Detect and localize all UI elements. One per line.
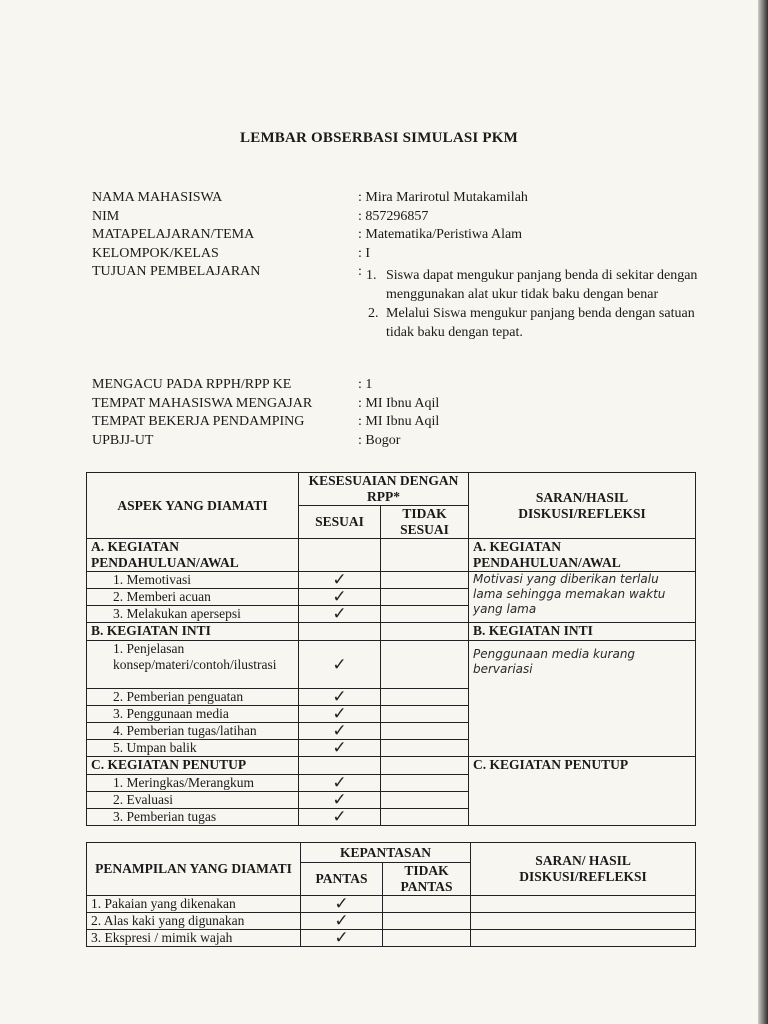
info-value: : Mira Marirotul Mutakamilah — [358, 190, 528, 205]
aspect-item: 2. Memberi acuan — [87, 589, 299, 606]
info-value: : MI Ibnu Aqil — [358, 414, 440, 429]
col-header-kesesuaian: KESESUAIAN DENGAN RPP* — [299, 473, 469, 506]
observation-table — [86, 472, 696, 826]
check-mark: ✓ — [299, 809, 381, 826]
handwritten-note-b: Penggunaan media kurang bervariasi — [469, 641, 696, 757]
check-mark: ✓ — [299, 589, 381, 606]
goal-item: 1. Siswa dapat mengukur panjang benda di sekitar dengan menggunakan alat ukur tidak baku dengan benar — [366, 268, 698, 302]
check-mark: ✓ — [299, 723, 381, 740]
info-value: : Matematika/Peristiwa Alam — [358, 227, 523, 242]
info-value: : Bogor — [358, 432, 401, 448]
col-header-sesuai: SESUAI — [299, 506, 381, 539]
saran-section-b: B. KEGIATAN INTI — [469, 623, 696, 641]
appearance-item: 1. Pakaian yang dikenakan — [87, 896, 301, 913]
check-mark: ✓ — [301, 896, 383, 913]
check-mark: ✓ — [299, 740, 381, 757]
info-label: MATAPELAJARAN/TEMA — [92, 227, 255, 242]
col-header-tidak-sesuai: TIDAK SESUAI — [381, 506, 469, 539]
section-c-title: C. KEGIATAN PENUTUP — [87, 757, 299, 775]
col-header-saran: SARAN/HASIL DISKUSI/REFLEKSI — [469, 473, 696, 539]
col-header-kepantasan: KEPANTASAN — [301, 843, 471, 863]
info-label: TUJUAN PEMBELAJARAN — [92, 264, 261, 279]
info-label: KELOMPOK/KELAS — [92, 245, 219, 261]
teaching-info — [92, 376, 692, 450]
col-header-tidak-pantas: TIDAK PANTAS — [383, 863, 471, 896]
info-label: MENGACU PADA RPPH/RPP KE — [92, 377, 292, 392]
aspect-item: 1. Meringkas/Merangkum — [87, 775, 299, 792]
appearance-table — [86, 842, 696, 947]
info-value: : I — [358, 245, 371, 261]
aspect-item: 3. Pemberian tugas — [87, 809, 299, 826]
check-mark: ✓ — [299, 792, 381, 809]
check-mark: ✓ — [299, 606, 381, 623]
col-header-aspek: ASPEK YANG DIAMATI — [87, 473, 299, 539]
col-header-penampilan: PENAMPILAN YANG DIAMATI — [87, 843, 301, 896]
aspect-item: 4. Pemberian tugas/latihan — [87, 723, 299, 740]
info-value: : 1 — [358, 377, 373, 392]
appearance-item: 2. Alas kaki yang digunakan — [87, 913, 301, 930]
goal-item: 2. Melalui Siswa mengukur panjang benda dengan satuan tidak baku dengan tepat. — [368, 306, 695, 340]
info-label: TEMPAT MAHASISWA MENGAJAR — [92, 395, 313, 411]
check-mark: ✓ — [299, 689, 381, 706]
handwritten-note-a: Motivasi yang diberikan terlalu lama sehingga memakan waktu yang lama — [469, 572, 696, 623]
aspect-item: 2. Evaluasi — [87, 792, 299, 809]
info-value: : — [358, 264, 362, 279]
saran-section-c: C. KEGIATAN PENUTUP — [469, 757, 696, 826]
col-header-pantas: PANTAS — [301, 863, 383, 896]
aspect-item: 3. Penggunaan media — [87, 706, 299, 723]
info-label: NIM — [92, 208, 120, 224]
section-a-title: A. KEGIATAN PENDAHULUAN/AWAL — [87, 539, 299, 572]
info-label: NAMA MAHASISWA — [92, 190, 223, 205]
page-edge — [758, 0, 768, 1024]
saran-section-a: A. KEGIATAN PENDAHULUAN/AWAL — [469, 539, 696, 572]
aspect-item: 3. Melakukan apersepsi — [87, 606, 299, 623]
aspect-item: 1. Memotivasi — [87, 572, 299, 589]
appearance-item: 3. Ekspresi / mimik wajah — [87, 930, 301, 947]
aspect-item: 2. Pemberian penguatan — [87, 689, 299, 706]
check-mark: ✓ — [301, 930, 383, 947]
info-label: UPBJJ-UT — [92, 432, 154, 448]
aspect-item: 1. Penjelasan konsep/materi/contoh/ilustrasi — [87, 641, 299, 689]
aspect-item: 5. Umpan balik — [87, 740, 299, 757]
document-title: LEMBAR OBSERBASI SIMULASI PKM — [240, 130, 518, 146]
check-mark: ✓ — [299, 572, 381, 589]
info-label: TEMPAT BEKERJA PENDAMPING — [92, 414, 305, 429]
learning-goals — [358, 266, 698, 342]
section-b-title: B. KEGIATAN INTI — [87, 623, 299, 641]
check-mark: ✓ — [301, 913, 383, 930]
check-mark: ✓ — [299, 641, 381, 689]
check-mark: ✓ — [299, 706, 381, 723]
info-value: : 857296857 — [358, 208, 429, 224]
col-header-saran: SARAN/ HASIL DISKUSI/REFLEKSI — [471, 843, 696, 896]
info-value: : MI Ibnu Aqil — [358, 395, 440, 411]
check-mark: ✓ — [299, 775, 381, 792]
